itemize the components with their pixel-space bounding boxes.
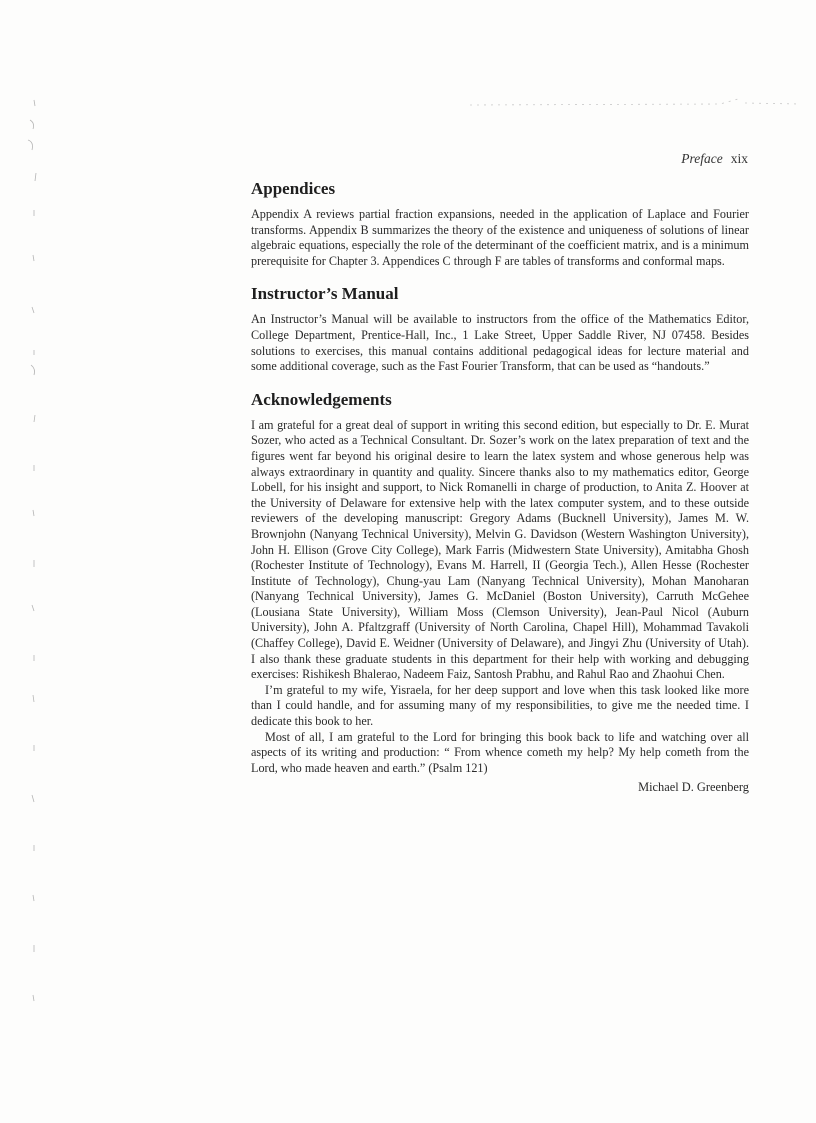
appendices-heading: Appendices [251,179,336,198]
running-head [600,151,748,167]
appendices-body: Appendix A reviews partial fraction expansions, needed in the application of Laplace and Fourier transforms. Appendix B summarizes the theory of the existence and uniqueness of solutions of linear algebraic equations, especially the role of the determinant of the coefficient matrix, and is a minimum prerequisite for Chapter 3. Appendices C through F are tables of transforms and conformal maps. [251,207,749,268]
instructors-manual-heading: Instructor’s Manual [251,284,399,304]
appendices-section [251,178,749,269]
acknowledgements-paragraph: Most of all, I am grateful to the Lord for bringing this book back to life and watching over all aspects of its writing and production: “ From whence cometh my help? My help cometh from the Lord, who made heaven and earth.” (Psalm 121) [251,729,749,775]
running-head-title: Preface [681,151,723,166]
acknowledgements-paragraph: I am grateful for a great deal of support in writing this second edition, but especially to Dr. E. Murat Sozer, who acted as a Technical Consultant. Dr. Sozer’s work on the latex preparation of text and the figures went far beyond his original desire to learn the latex system and whose generous help was always extraordinary in quantity and quality. Sincere thanks also to my mathematics editor, George Lobell, for his insight and support, to Nick Romanelli in charge of production, to Anita Z. Hoover at the University of Delaware for extensive help with the latex computer system, and to these outside reviewers of the developing manuscript: Gregory Adams (Bucknell University), James M. W. Brownjohn (Nanyang Technical University), Melvin G. Davidson (Western Washington University), John H. Ellison (Grove City College), Mark Farris (Midwestern State University), Amitabha Ghosh (Rochester Institute of Technology), Evans M. Harrell, II (Georgia Tech.), Allen Hesse (Rochester Institute of Technology), Chung-yau Lam (Nanyang Technical University), Mohan Manoharan (Nanyang Technical University), James G. McDaniel (Boston University), Carruth McGehee (Lousiana State University), William Moss (Clemson University), Jean-Paul Nicol (Auburn University), John A. Pfaltzgraff (University of North Carolina, Chapel Hill), Mohammad Tavakoli (Chaffey College), David E. Weidner (University of Delaware), and Jingyi Zhu (University of Utah). I also thank these graduate students in this department for their help with working and debugging exercises: Rishikesh Bhalerao, Nadeem Faiz, Santosh Prabhu, and Rahul Rao and Zhaohui Chen. [251,417,749,682]
acknowledgements-heading: Acknowledgements [251,389,392,409]
author-signature: Michael D. Greenberg [638,780,749,795]
instructors-manual-section [251,283,749,374]
page-content [251,178,749,809]
instructors-manual-body: An Instructor’s Manual will be available to instructors from the office of the Mathematics Editor, College Department, Prentice-Hall, Inc., 1 Lake Street, Upper Saddle River, NJ 07458. Besides solutions to exercises, this manual contains additional pedagogical ideas for lecture material and some additional coverage, such as the Fast Fourier Transform, that can be used as “handouts.” [251,312,749,374]
binding-edge-specks [22,95,44,1035]
page-number: xix [730,151,748,166]
acknowledgements-section [251,389,749,796]
scan-artifact-line [0,95,816,115]
acknowledgements-paragraph: I’m grateful to my wife, Yisraela, for her deep support and love when this task looked like more than I could handle, and for assuming many of my responsibilities, to give me the needed time. I dedicate this book to her. [251,682,749,729]
